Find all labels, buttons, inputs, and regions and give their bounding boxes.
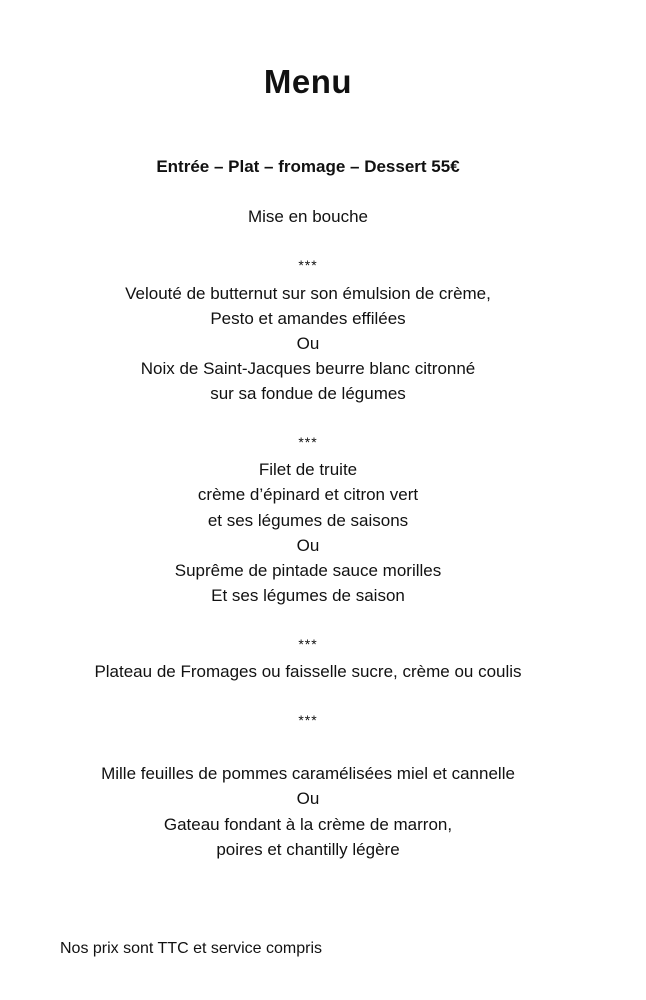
plat-option1-line3: et ses légumes de saisons [207, 511, 409, 530]
entree-option2-line1: Noix de Saint-Jacques beurre blanc citronné [140, 359, 476, 378]
separator-fromage: *** [298, 636, 318, 652]
plat-option2-line2: Et ses légumes de saison [211, 586, 405, 605]
price-note-footer: Nos prix sont TTC et service compris [60, 940, 322, 957]
plat-option1-line2: crème d’épinard et citron vert [197, 485, 419, 504]
amuse-bouche: Mise en bouche [247, 207, 369, 226]
entree-or: Ou [296, 334, 320, 353]
dessert-or: Ou [296, 789, 320, 808]
separator-entree: *** [298, 257, 318, 273]
dessert-option2-line1: Gateau fondant à la crème de marron, [163, 815, 453, 834]
fromage-line1: Plateau de Fromages ou faisselle sucre, crème ou coulis [94, 662, 522, 681]
separator-dessert: *** [298, 712, 318, 728]
entree-option2-line2: sur sa fondue de légumes [210, 384, 406, 403]
menu-formula-price: Entrée – Plat – fromage – Dessert 55€ [156, 157, 460, 176]
plat-or: Ou [296, 536, 320, 555]
entree-option1-line2: Pesto et amandes effilées [210, 309, 406, 328]
entree-option1-line1: Velouté de butternut sur son émulsion de crème, [125, 284, 491, 303]
separator-plat: *** [298, 434, 318, 450]
dessert-option1-line1: Mille feuilles de pommes caramélisées miel et cannelle [101, 764, 515, 783]
plat-option2-line1: Suprême de pintade sauce morilles [174, 561, 442, 580]
dessert-option2-line2: poires et chantilly légère [216, 840, 400, 859]
page-title: Menu [263, 63, 353, 100]
plat-option1-line1: Filet de truite [258, 460, 358, 479]
